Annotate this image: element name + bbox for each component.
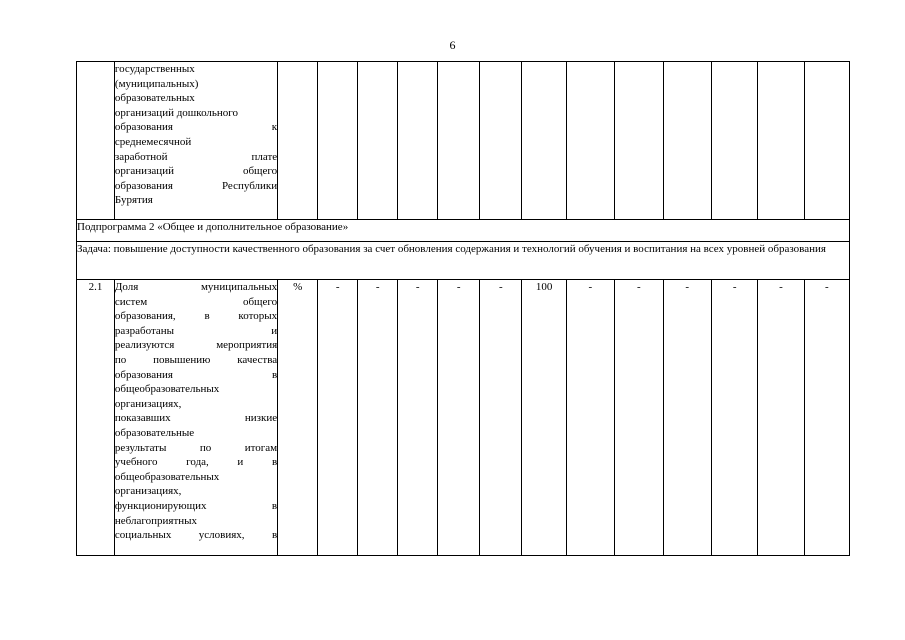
table-cell <box>522 62 566 220</box>
table-row <box>77 280 850 556</box>
unit-cell: % <box>278 280 318 556</box>
indicator-name-line: заработной плате <box>114 150 278 163</box>
table-cell <box>566 62 614 220</box>
indicator-name-line: образования к <box>114 121 278 134</box>
value-cell: - <box>318 280 358 556</box>
value-cell: - <box>480 280 522 556</box>
indicator-name-line: государственных <box>114 63 195 75</box>
table-cell <box>480 62 522 220</box>
indicator-name-line: образования, в которых <box>114 310 278 323</box>
table-cell <box>358 62 398 220</box>
value-cell: - <box>804 280 849 556</box>
table-cell <box>615 62 663 220</box>
value-cell: - <box>758 280 804 556</box>
indicator-name-line: образования в <box>114 368 278 381</box>
value-cell: 100 <box>522 280 566 556</box>
indicator-name-line: общеобразовательных <box>114 470 220 483</box>
indicator-name-line: организациях, <box>114 397 182 410</box>
indicator-name-line: (муниципальных) <box>114 77 199 90</box>
indicator-name-line: организаций дошкольного <box>114 106 239 119</box>
indicator-name-line: реализуются мероприятия <box>114 339 278 352</box>
indicator-name-cell <box>114 280 277 556</box>
value-cell: - <box>566 280 614 556</box>
indicator-name-line: организациях, <box>114 485 182 498</box>
indicator-name-line: показавших низкие <box>114 412 278 425</box>
table-cell <box>318 62 358 220</box>
indicator-name-line: Доля муниципальных <box>114 281 278 293</box>
table-cell <box>711 62 757 220</box>
indicator-name-line: неблагоприятных <box>114 514 198 527</box>
subprogram-heading: Подпрограмма 2 «Общее и дополнительное образование» <box>77 220 850 242</box>
value-cell: - <box>438 280 480 556</box>
indicator-name-line: образовательные <box>114 426 195 439</box>
table-cell <box>278 62 318 220</box>
table-cell <box>398 62 438 220</box>
table-row <box>77 242 850 280</box>
indicator-name-line: Бурятия <box>114 194 153 207</box>
indicator-name-line: результаты по итогам <box>114 441 278 454</box>
table-cell <box>438 62 480 220</box>
value-cell: - <box>663 280 711 556</box>
table-row <box>77 220 850 242</box>
indicator-number: 2.1 <box>77 280 115 556</box>
indicator-name-line: образовательных <box>114 92 195 105</box>
value-cell: - <box>711 280 757 556</box>
indicator-name-cell <box>114 62 277 220</box>
indicator-name-line: учебного года, и в <box>114 456 278 469</box>
indicators-table <box>76 61 850 556</box>
indicator-name-line: образования Республики <box>114 179 278 192</box>
indicator-name-line: организаций общего <box>114 165 278 178</box>
table-cell <box>77 62 115 220</box>
indicator-name-line: по повышению качества <box>114 353 278 366</box>
table-cell <box>804 62 849 220</box>
value-cell: - <box>398 280 438 556</box>
table-cell <box>758 62 804 220</box>
indicator-name-line: разработаны и <box>114 324 278 337</box>
table-row <box>77 62 850 220</box>
value-cell: - <box>615 280 663 556</box>
task-heading: Задача: повышение доступности качественного образования за счет обновления содержания и технологий обучения и воспитания на всех уровней образования <box>77 242 850 280</box>
indicator-name-line: функционирующих в <box>114 499 278 512</box>
indicator-name-line: среднемесячной <box>114 135 192 148</box>
value-cell: - <box>358 280 398 556</box>
indicator-name-line: систем общего <box>114 295 278 308</box>
indicator-name-line: общеобразовательных <box>114 383 220 396</box>
indicator-name-line: социальных условиях, в <box>114 529 278 542</box>
page-number: 6 <box>449 38 456 52</box>
table-cell <box>663 62 711 220</box>
